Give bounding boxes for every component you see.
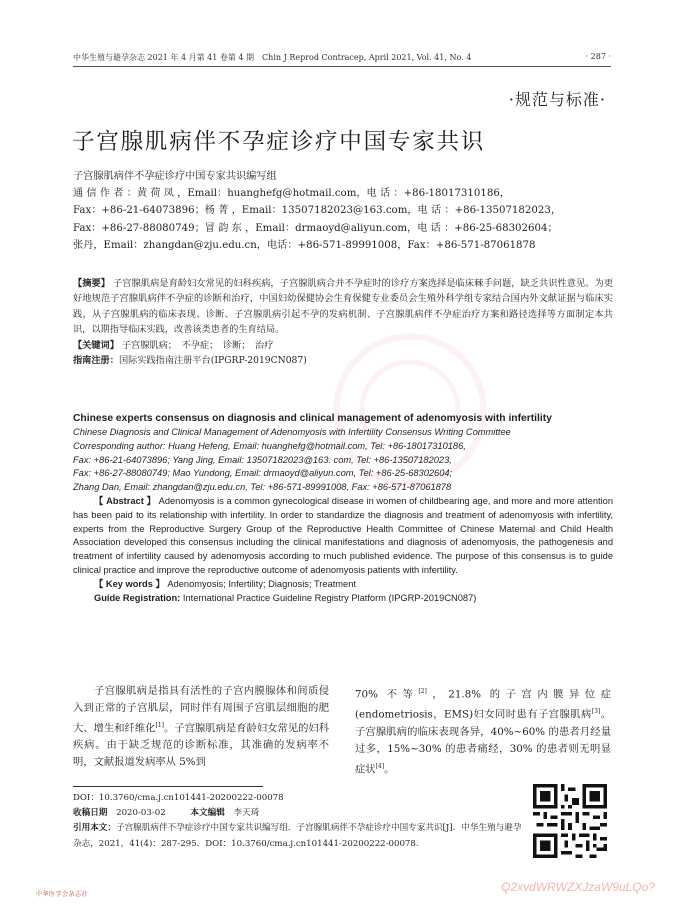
english-registration-label: Guide Registration:	[94, 592, 181, 603]
english-corresponding: Corresponding author: Huang Hefeng, Email: huanghefg@hotmail.com, Tel: +86-18017310186,	[73, 440, 466, 451]
section-tag: ·规范与标准·	[508, 90, 606, 109]
english-abstract-label: 【 Abstract 】	[94, 495, 156, 506]
keywords-label: 【关键词】	[73, 339, 119, 351]
english-corresponding: Zhang Dan, Email: zhangdan@zju.edu.cn, Tel: +86-571-89991008, Fax: +86-571-87061878	[73, 482, 452, 493]
cite-label: 引用本文：	[73, 823, 116, 834]
footer-divider	[73, 786, 263, 787]
header-journal-info: 中华生殖与避孕杂志 2021 年 4 月第 41 卷第 4 期 Chin J Reprod Contracep, April 2021, Vol. 41, No. 4	[73, 53, 472, 62]
keywords-text: 子宫腺肌病； 不孕症； 诊断； 治疗	[121, 339, 274, 351]
body-text: 。子宫腺肌病是育龄妇女常见的妇科疾病。由于缺乏规范的诊断标准，其准确的发病率不明，文献报道发病率从 5%到	[73, 722, 329, 769]
page-number: · 287 ·	[585, 52, 611, 61]
body-text: 。子宫腺肌病的临床表现各异，40%~60% 的患者月经量过多，15%~30% 的患者痛经，30% 的患者则无明显症状	[355, 708, 612, 776]
abstract-text: 子宫腺肌病是育龄妇女常见的妇科疾病，子宫腺肌病合并不孕症时的诊疗方案选择是临床棘手问题，缺乏共识性意见。为更好地规范子宫腺肌病伴不孕症的诊断和治疗，中国妇幼保健协会生育保健专业委员会生殖外科学组专家结合国内外文献证据与临床实践，从子宫腺肌病的临床表现、诊断、子宫腺肌病引起不孕的发病机制、子宫腺肌病伴不孕症治疗方案和路径选择等方面制定本共识，以期指导临床实践，改善该类患者的生育结局。	[73, 278, 614, 336]
english-keywords-text: Adenomyosis; Infertility; Diagnosis; Treatment	[167, 578, 356, 589]
editor-label: 本文编辑	[190, 808, 225, 819]
publisher-logo: 中华医学会杂志社	[36, 891, 89, 898]
chinese-abstract	[73, 276, 613, 368]
authors-block	[73, 168, 611, 254]
received-date: 2020-03-02	[116, 808, 166, 819]
doi-line[interactable]: DOI：10.3760/cma.j.cn101441-20200222-00078	[73, 793, 284, 803]
watermark-text: Q2xvdWRWZXJzaW9uLQo?	[501, 880, 655, 894]
body-text: 子宫腺肌病是指具有活性的子宫内膜腺体和间质侵入到正常的子宫肌层，同时伴有周围子宫肌层细胞的肥大、增生和纤维化	[73, 685, 329, 735]
corresponding-line: Fax：+86-21-64073896；杨 菁 ，Email：13507182023@163.com，电 话 ：+86-13507182023，	[73, 205, 562, 217]
english-abstract-block	[73, 412, 613, 605]
english-registration-text: International Practice Guideline Registry Platform (IPGRP-2019CN087)	[182, 592, 477, 603]
corresponding-line: 通 信 作 者 ：黄 荷 凤 ，Email：huanghefg@hotmail.com，电 话 ：+86-18017310186，	[73, 188, 511, 200]
citation-line	[73, 821, 523, 851]
body-column-left	[73, 683, 329, 771]
english-registration	[94, 592, 613, 606]
english-abstract-text: Adenomyosis is a common gynecological disease in women of childbearing age, and more and more attention has been paid to its relationship with infertility. In order to standardize the diagnosis and treatment of adenomyosis with infertility, experts from the Reproductive Surgery Group of the Reproductive Health Committee of Chinese Maternal and Child Health Association developed this consensus including the clinical manifestations and diagnosis of adenomyosis, the pathogenesis and treatment of infertility caused by adenomyosis according to much published evidence. The purpose of this consensus is to guide clinical practice and improve the reproductive outcome of adenomyosis patients with infertility.	[73, 495, 613, 575]
body-text: ，21.8% 的子宫内膜异位症(endometriosis，EMS)妇女同时患有子宫腺肌病	[355, 688, 611, 721]
cite-text: 子宫腺肌病伴不孕症诊疗中国专家共识编写组．子宫腺肌病伴不孕症诊疗中国专家共识[J]．中华生殖与避孕杂志，2021，41(4)：287-295．DOI：10.3760/cma.j.cn101441-20200222-00078.	[73, 823, 522, 849]
registration-line	[73, 353, 613, 368]
article-title: 子宫腺肌病伴不孕症诊疗中国专家共识	[72, 129, 486, 155]
english-title: Chinese experts consensus on diagnosis and clinical management of adenomyosis with infertility	[73, 413, 552, 424]
qr-code-icon[interactable]	[533, 784, 607, 858]
registration-text: 国际实践指南注册平台(IPGRP-2019CN087)	[118, 355, 307, 367]
registration-label: 指南注册：	[73, 355, 119, 367]
citation-ref[interactable]: [3]	[591, 708, 601, 716]
corresponding-line: Fax：+86-27-88080749；冒 韵 东 ，Email：drmaoyd@aliyun.com，电 话 ：+86-25-68302604；	[73, 222, 558, 234]
english-abstract	[73, 495, 613, 578]
body-text: 。	[384, 763, 395, 776]
citation-ref[interactable]: [4]	[375, 762, 385, 770]
body-column-right	[355, 683, 611, 778]
citation-ref[interactable]: [2]	[418, 688, 427, 695]
received-label: 收稿日期	[73, 808, 108, 819]
abstract-label: 【摘要】	[73, 278, 111, 289]
running-header	[73, 52, 611, 67]
writing-group: 子宫腺肌病伴不孕症诊疗中国专家共识编写组	[73, 171, 277, 182]
english-corresponding: Fax: +86-21-64073896; Yang Jing, Email: 13507182023@163. com, Tel: +86-13507182023,	[73, 454, 452, 465]
keywords-line	[73, 338, 613, 353]
citation-ref[interactable]: [1]	[155, 722, 164, 729]
corresponding-line: 张丹，Email：zhangdan@zju.edu.cn，电话：+86-571-89991008，Fax：+86-571-87061878	[73, 239, 536, 251]
english-keywords-label: 【 Key words 】	[94, 578, 165, 589]
received-editor-line	[73, 806, 523, 821]
english-group: Chinese Diagnosis and Clinical Management of Adenomyosis with Infertility Consensus Writing Committee	[73, 427, 511, 437]
english-corresponding: Fax: +86-27-88080749; Mao Yundong, Email: drmaoyd@aliyun.com, Tel: +86-25-68302604;	[73, 468, 453, 479]
body-text: 70% 不等	[355, 688, 419, 701]
abstract-paragraph	[73, 276, 613, 338]
english-keywords	[94, 578, 613, 592]
footer-info	[73, 791, 523, 852]
editor-name: 李天琦	[233, 808, 260, 819]
